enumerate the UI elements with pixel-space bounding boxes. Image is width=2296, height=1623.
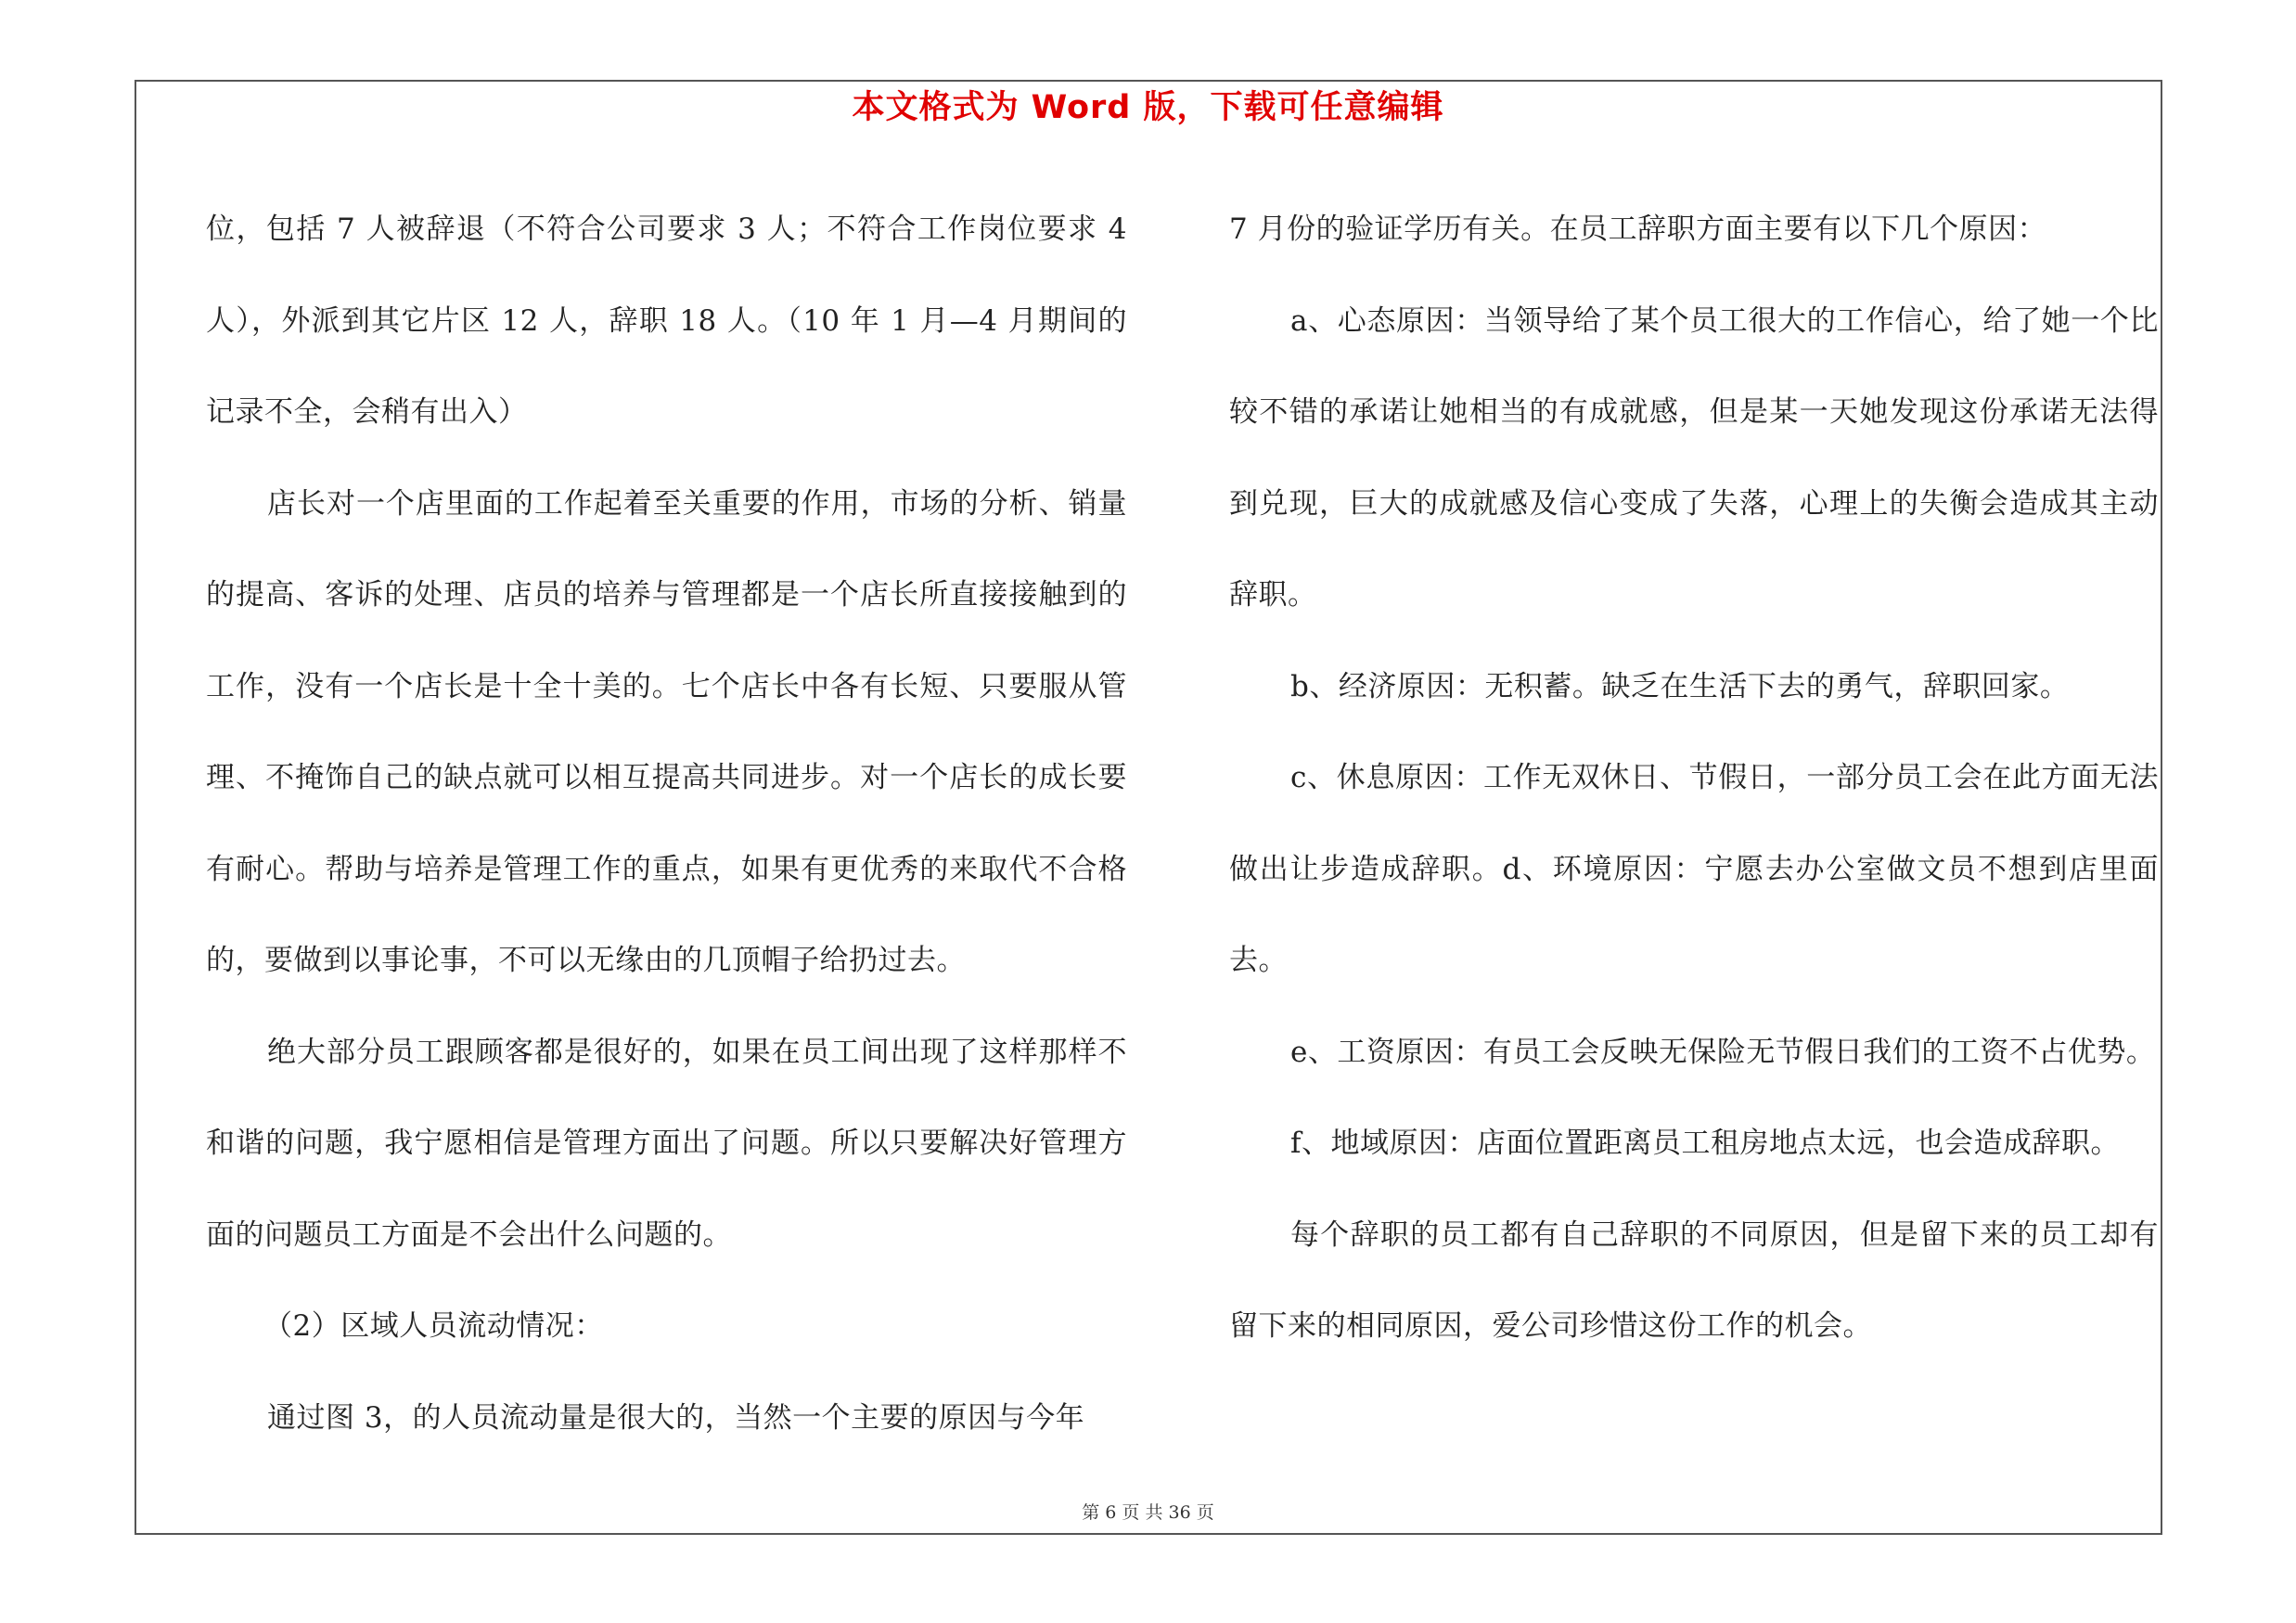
paragraph-continuation: 位，包括 7 人被辞退（不符合公司要求 3 人；不符合工作岗位要求 4 人），外派到其它片区 12 人，辞职 18 人。（10 年 1 月—4 月期间的记录不全，会稍有出入） [206, 213, 1127, 429]
reason-location: f、地域原因：店面位置距离员工租房地点太远，也会造成辞职。 [1290, 1127, 2120, 1160]
word-format-banner: 本文格式为 Word 版，下载可任意编辑 [852, 89, 1444, 126]
reason-rest-environment: c、休息原因：工作无双休日、节假日，一部分员工会在此方面无法做出让步造成辞职。d、环境原因：宁愿去办公室做文员不想到店里面去。 [1229, 761, 2159, 977]
paragraph-conclusion: 每个辞职的员工都有自己辞职的不同原因，但是留下来的员工却有留下来的相同原因，爱公司珍惜这份工作的机会。 [1229, 1217, 2159, 1343]
section-heading-regional-flow: （2）区域人员流动情况： [263, 1309, 604, 1343]
reason-mindset: a、心态原因：当领导给了某个员工很大的工作信心，给了她一个比较不错的承诺让她相当的有成就感，但是某一天她发现这份承诺无法得到兑现，巨大的成就感及信心变成了失落，心理上的失衡会造成其主动辞职。 [1229, 303, 2159, 612]
paragraph-figure-3: 通过图 3，的人员流动量是很大的，当然一个主要的原因与今年 [267, 1400, 1085, 1435]
page-number: 第 6 页 共 36 页 [1082, 1502, 1214, 1523]
paragraph-employees: 绝大部分员工跟顾客都是很好的，如果在员工间出现了这样那样不和谐的问题，我宁愿相信是管理方面出了问题。所以只要解决好管理方面的问题员工方面是不会出什么问题的。 [206, 1035, 1127, 1252]
reason-salary: e、工资原因：有员工会反映无保险无节假日我们的工资不占优势。 [1290, 1035, 2156, 1069]
right-column [1229, 184, 2159, 1372]
reason-economic: b、经济原因：无积蓄。缺乏在生活下去的勇气，辞职回家。 [1290, 669, 2070, 703]
left-column [206, 184, 1127, 1463]
paragraph-continuation-reasons: 7 月份的验证学历有关。在员工辞职方面主要有以下几个原因： [1229, 213, 2047, 246]
paragraph-store-manager: 店长对一个店里面的工作起着至关重要的作用，市场的分析、销量的提高、客诉的处理、店员的培养与管理都是一个店长所直接接触到的工作，没有一个店长是十全十美的。七个店长中各有长短、只要服从管理、不掩饰自己的缺点就可以相互提高共同进步。对一个店长的成长要有耐心。帮助与培养是管理工作的重点，如果有更优秀的来取代不合格的，要做到以事论事，不可以无缘由的几顶帽子给扔过去。 [206, 486, 1127, 977]
